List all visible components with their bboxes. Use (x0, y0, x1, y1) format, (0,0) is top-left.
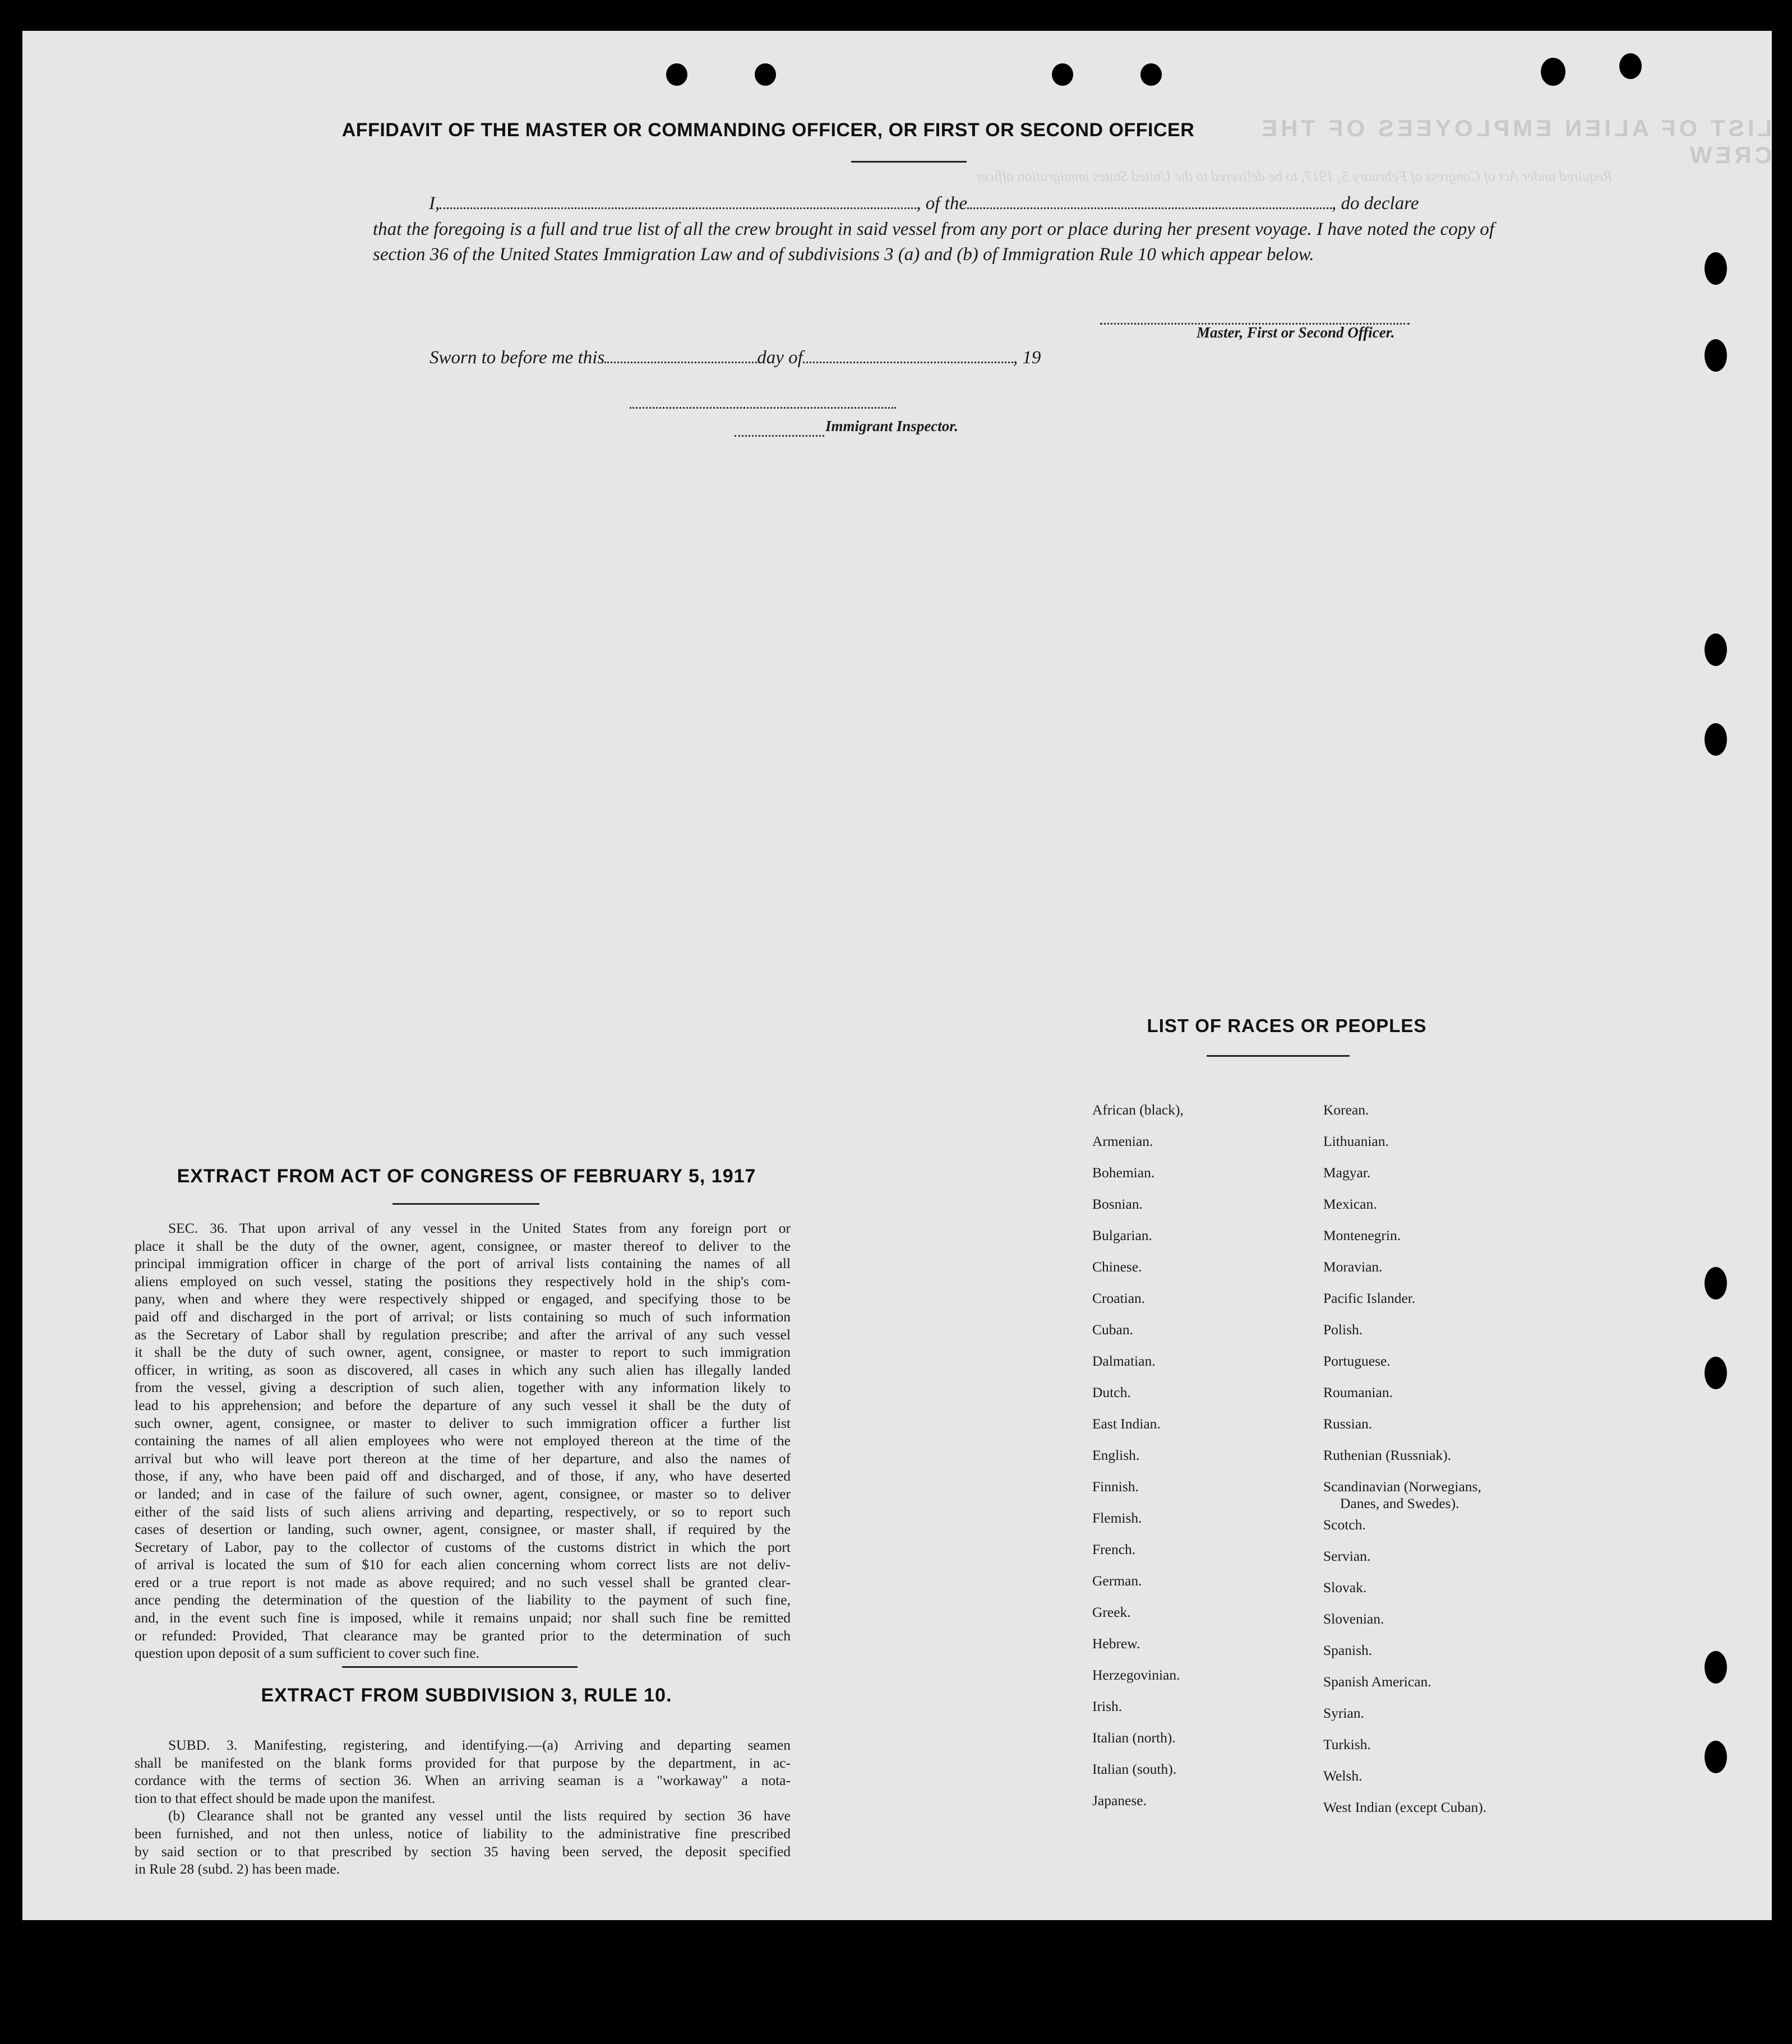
race-item: German. (1092, 1573, 1142, 1589)
text-line: principal immigration officer in charge of the port of arrival lists containing the names of all (135, 1255, 791, 1272)
race-item: Italian (south). (1092, 1761, 1177, 1777)
race-item: English. (1092, 1447, 1140, 1463)
race-item: Servian. (1323, 1548, 1371, 1564)
punch-hole (1705, 1741, 1727, 1773)
race-item: Hebrew. (1092, 1635, 1140, 1652)
punch-hole (1705, 1651, 1727, 1684)
races-title-rule (1207, 1055, 1350, 1057)
affidavit-declarant-line (429, 193, 1419, 214)
punch-hole (1619, 53, 1642, 79)
rule-extract-text (135, 1736, 791, 1878)
race-item: Turkish. (1323, 1736, 1371, 1752)
race-item: Slovenian. (1323, 1611, 1384, 1627)
race-item: Chinese. (1092, 1259, 1142, 1275)
text-line: in Rule 28 (subd. 2) has been made. (135, 1861, 340, 1877)
race-item: Croatian. (1092, 1290, 1146, 1306)
declarant-name-blank[interactable] (440, 207, 916, 209)
race-item: Bulgarian. (1092, 1227, 1152, 1243)
race-item: Armenian. (1092, 1133, 1153, 1149)
race-item: Roumanian. (1323, 1384, 1393, 1400)
bleed-through-subtitle: Required under Act of Congress of February 5, 1917, to be delivered to the United States immigration officer (976, 168, 1613, 184)
text-line: those, if any, who have been paid off and discharged, and of those, if any, who have deserted (135, 1468, 791, 1485)
punch-hole (1705, 252, 1727, 285)
text-line: ance pending the determination of the question of the liability to the payment of such fine, (135, 1592, 791, 1608)
act-extract-text (135, 1219, 791, 1662)
race-item: Bosnian. (1092, 1196, 1143, 1212)
affidavit-body: that the foregoing is a full and true list of all the crew brought in said vessel from any port or place during her present voyage. I have noted the copy of section 36 of the United States Immigration Law and of subdivisions 3 (a) and (b) of Immigration Rule 10 which appear below. (373, 219, 1494, 265)
text-line: cordance with the terms of section 36. When an arriving seaman is a "workaway" a nota- (135, 1772, 791, 1789)
punch-hole (1705, 1357, 1727, 1389)
race-item: Irish. (1092, 1698, 1123, 1714)
affidavit-declare-label: , do declare (1331, 193, 1419, 214)
race-item: Mexican. (1323, 1196, 1377, 1212)
punch-hole (755, 63, 776, 86)
text-line: SEC. 36. That upon arrival of any vessel in the United States from any foreign port or (168, 1220, 791, 1236)
text-line: officer, in writing, as soon as discovered, all cases in which any such alien has illegally landed (135, 1361, 791, 1378)
race-item: Spanish. (1323, 1642, 1373, 1658)
race-item: East Indian. (1092, 1416, 1161, 1432)
punch-hole (1140, 63, 1162, 86)
text-line: shall be manifested on the blank forms provided for that purpose by the department, in ac- (135, 1754, 791, 1771)
bleed-through-title: LIST OF ALIEN EMPLOYEES OF THE CREW (1258, 115, 1772, 168)
race-item: Greek. (1092, 1604, 1131, 1620)
race-item: Ruthenian (Russniak). (1323, 1447, 1452, 1463)
race-item: Finnish. (1092, 1478, 1139, 1495)
race-item: Slovak. (1323, 1579, 1367, 1596)
affidavit-title: AFFIDAVIT OF THE MASTER OR COMMANDING OFFICER, OR FIRST OR SECOND OFFICER (341, 119, 1195, 141)
race-item: French. (1092, 1541, 1136, 1557)
punch-hole (1052, 63, 1073, 86)
race-item: Dutch. (1092, 1384, 1131, 1400)
act-extract-title-rule (392, 1203, 539, 1205)
race-item: Flemish. (1092, 1510, 1142, 1526)
affidavit-i-label: I, (429, 193, 440, 214)
text-line: of arrival is located the sum of $10 for each alien concerning whom correct lists are not deliv- (135, 1556, 791, 1573)
act-extract-title: EXTRACT FROM ACT OF CONGRESS OF FEBRUARY 5, 1917 (177, 1166, 756, 1187)
race-item: Cuban. (1092, 1321, 1133, 1338)
text-line: by said section or to that prescribed by section 35 having been served, the deposit specified (135, 1843, 791, 1860)
text-line: cases of desertion or landing, such owner, agent, consignee, or master shall, if required by the (135, 1521, 791, 1538)
text-line: question upon deposit of a sum sufficient to cover such fine. (135, 1645, 479, 1662)
text-line: as the Secretary of Labor shall by regulation prescribe; and after the arrival of any such vessel (135, 1326, 791, 1343)
race-item: Moravian. (1323, 1259, 1383, 1275)
race-item: Italian (north). (1092, 1729, 1176, 1746)
race-item: Pacific Islander. (1323, 1290, 1416, 1306)
sworn-label: Sworn to before me this (429, 348, 605, 368)
races-title: LIST OF RACES OR PEOPLES (1147, 1015, 1427, 1036)
text-line: either of the said lists of such aliens arriving and departing, respectively, or so to report such (135, 1503, 791, 1520)
punch-hole (1705, 633, 1727, 666)
text-line: pany, when and where they were respectively shipped or engaged, and specifying those to be (135, 1291, 791, 1307)
text-line: aliens employed on such vessel, stating the positions they respectively hold in the ship's com- (135, 1273, 791, 1289)
race-item: Polish. (1323, 1321, 1363, 1338)
race-item: Herzegovinian. (1092, 1667, 1180, 1683)
text-line: been furnished, and not then unless, notice of liability to the administrative fine prescribed (135, 1825, 791, 1842)
master-signature-label: Master, First or Second Officer. (1197, 324, 1395, 341)
text-line: (b) Clearance shall not be granted any vessel until the lists required by section 36 have (168, 1807, 791, 1824)
race-item: Welsh. (1323, 1768, 1363, 1784)
affidavit-of-the-label: , of the (916, 193, 967, 214)
race-item: Syrian. (1323, 1705, 1364, 1721)
punch-hole (1705, 1267, 1727, 1300)
text-line: Secretary of Labor, pay to the collector of customs of the customs district in which the port (135, 1538, 791, 1555)
text-line: lead to his apprehension; and before the departure of any such vessel it shall be the duty of (135, 1396, 791, 1413)
race-item: Dalmatian. (1092, 1353, 1156, 1369)
race-item: Lithuanian. (1323, 1133, 1389, 1149)
race-item: Danes, and Swedes). (1340, 1495, 1460, 1511)
text-line: place it shall be the duty of the owner, agent, consignee, or master thereof to deliver to the (135, 1237, 791, 1254)
punch-hole (1705, 339, 1727, 372)
text-line: or landed; and in case of the failure of such owner, agent, consignee, or master so to deliver (135, 1485, 791, 1502)
sworn-day-of-label: day of (757, 348, 803, 368)
race-item: Montenegrin. (1323, 1227, 1401, 1243)
race-item: Korean. (1323, 1102, 1369, 1118)
inspector-signature-blank-2[interactable] (735, 434, 824, 437)
race-item: Portuguese. (1323, 1353, 1391, 1369)
section-divider-rule (342, 1666, 578, 1668)
affidavit-title-rule (851, 161, 967, 163)
race-item: Scandinavian (Norwegians, (1323, 1478, 1481, 1495)
document-sheet (22, 31, 1772, 1920)
sworn-year-label: , 19 (1013, 348, 1041, 368)
text-line: and, in the event such fine is imposed, while it remains unpaid; nor shall such fine be remitted (135, 1610, 791, 1626)
race-item: African (black), (1092, 1102, 1184, 1118)
text-line: it shall be the duty of such owner, agent, consignee, or master to report to such immigration (135, 1344, 791, 1361)
text-line: SUBD. 3. Manifesting, registering, and identifying.—(a) Arriving and departing seamen (168, 1737, 791, 1753)
race-item: Bohemian. (1092, 1164, 1155, 1181)
text-line: such owner, agent, consignee, or master to deliver to such immigration officer a further list (135, 1414, 791, 1431)
race-item: Scotch. (1323, 1516, 1366, 1533)
inspector-label: Immigrant Inspector. (825, 418, 959, 434)
text-line: paid off and discharged in the port of arrival; or lists containing so much of such information (135, 1308, 791, 1325)
text-line: tion to that effect should be made upon the manifest. (135, 1789, 436, 1806)
race-item: West Indian (except Cuban). (1323, 1799, 1487, 1815)
inspector-signature-blank[interactable] (630, 406, 896, 409)
race-item: Russian. (1323, 1416, 1373, 1432)
text-line: from the vessel, giving a description of such alien, together with any information likely to (135, 1379, 791, 1396)
vessel-name-blank[interactable] (967, 207, 1332, 209)
race-item: Spanish American. (1323, 1673, 1431, 1690)
punch-hole (666, 63, 687, 86)
race-item: Magyar. (1323, 1164, 1371, 1181)
sworn-day-blank[interactable] (604, 361, 757, 363)
text-line: arrival but who will leave port thereon at the time of her departure, and also the names of (135, 1450, 791, 1467)
rule-extract-title: EXTRACT FROM SUBDIVISION 3, RULE 10. (261, 1685, 672, 1706)
text-line: or refunded: Provided, That clearance may be granted prior to the determination of such (135, 1627, 791, 1644)
punch-hole (1705, 723, 1727, 756)
sworn-line (429, 348, 1041, 368)
text-line: ered or a true report is not made as above required; and no such vessel shall be granted clear- (135, 1574, 791, 1590)
race-item: Japanese. (1092, 1792, 1147, 1809)
punch-hole (1541, 58, 1565, 86)
text-line: containing the names of all alien employees who were not employed thereon at the time of the (135, 1432, 791, 1449)
sworn-month-blank[interactable] (803, 361, 1013, 363)
